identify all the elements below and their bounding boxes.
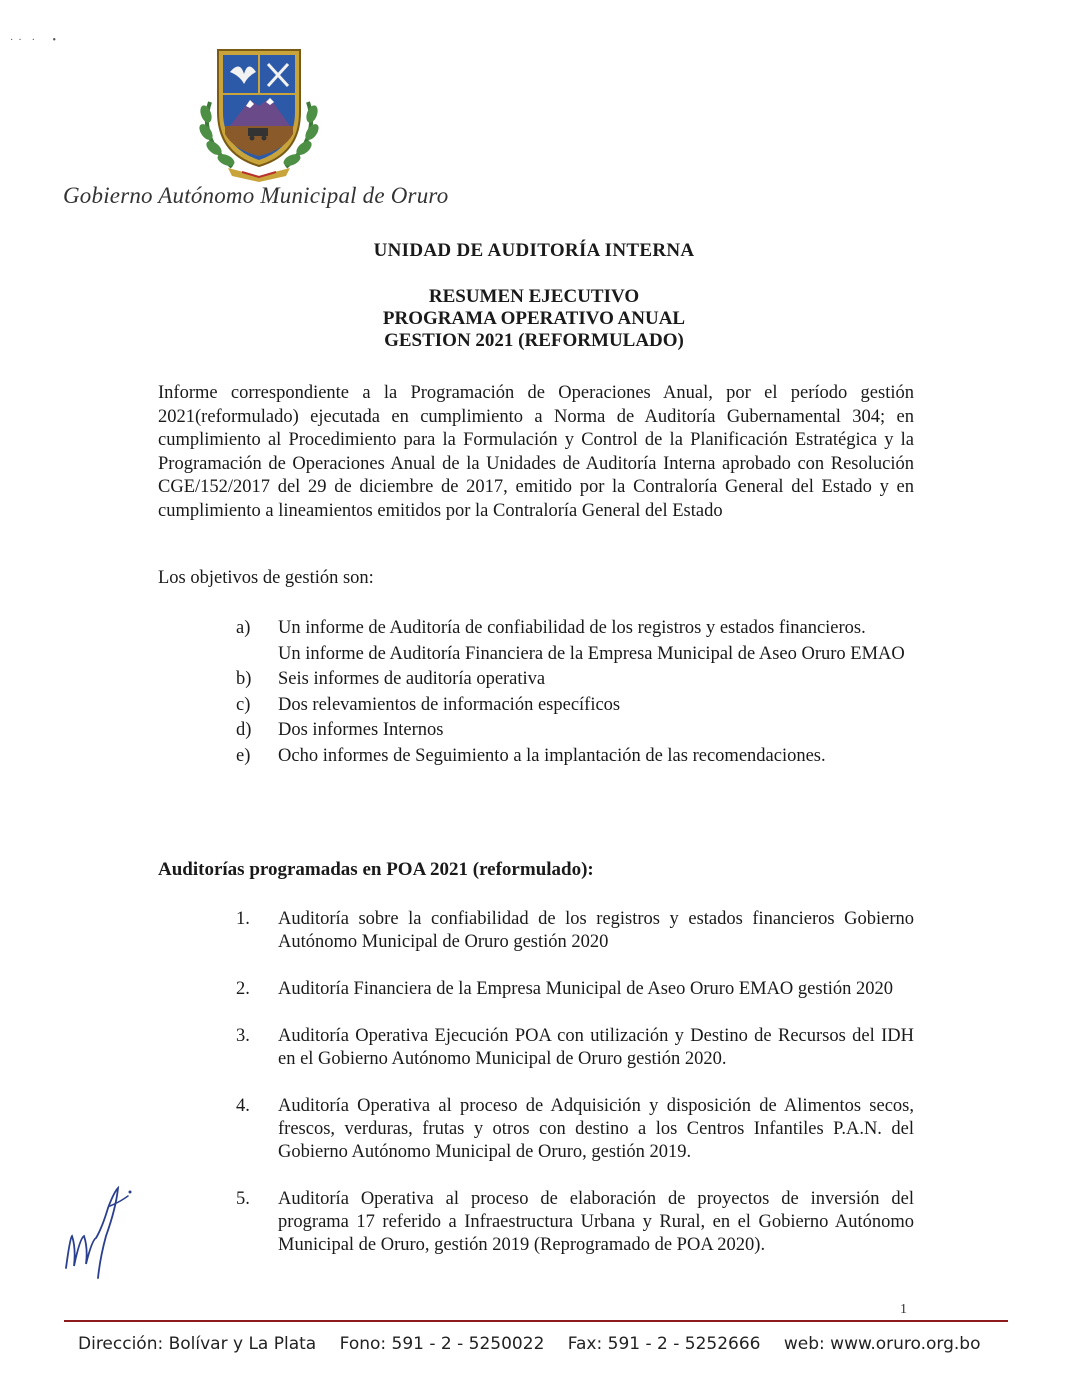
list-marker: a) [236,618,251,638]
footer-contact [78,1334,999,1354]
list-item [236,667,914,691]
list-marker: e) [236,745,251,766]
list-item [236,693,914,717]
list-item [236,642,914,666]
audits-section-title: Auditorías programadas en POA 2021 (reformulado): [158,859,594,880]
list-item-text: Un informe de Auditoría Financiera de la Empresa Municipal de Aseo Oruro EMAO [278,643,905,664]
list-item-text: Auditoría Operativa al proceso de elaboración de proyectos de inversión del programa 17 referido a Infraestructura Urbana y Rural, en el Gobierno Autónomo Municipal de Oruro, gestión 2019 (Reprogramado de POA 2020). [278,1189,914,1255]
title-line: PROGRAMA OPERATIVO ANUAL [382,308,686,329]
list-item-text: Ocho informes de Seguimiento a la implantación de las recomendaciones. [278,745,826,766]
objectives-lead: Los objetivos de gestión son: [158,568,374,588]
list-item-text: Dos relevamientos de información específicos [278,694,621,715]
scan-specks: · · · • [10,35,56,46]
footer-address: Dirección: Bolívar y La Plata [78,1334,317,1354]
list-item-text: Dos informes Internos [278,720,444,740]
footer-phone: Fono: 591 - 2 - 5250022 [339,1334,545,1354]
list-marker: 3. [236,1026,250,1046]
objectives-list [236,616,914,769]
title-line: RESUMEN EJECUTIVO [428,286,640,307]
list-item-text: Auditoría Operativa Ejecución POA con utilización y Destino de Recursos del IDH en el Gobierno Autónomo Municipal de Oruro gestión 2020. [278,1026,914,1069]
list-item [236,1095,914,1164]
handwritten-signature [58,1178,138,1288]
title-line: GESTION 2021 (REFORMULADO) [384,330,684,351]
list-marker: c) [236,694,251,715]
list-item-text: Auditoría Financiera de la Empresa Municipal de Aseo Oruro EMAO gestión 2020 [278,979,893,999]
list-marker: 4. [236,1096,250,1116]
list-item [236,718,914,742]
list-item [236,1188,914,1257]
audits-list [236,908,914,1281]
list-item-text: Seis informes de auditoría operativa [278,669,546,689]
page-number: 1 [900,1302,907,1317]
document-title [0,286,1068,352]
list-item [236,616,914,640]
list-marker: 1. [236,909,250,929]
footer-divider [64,1320,1008,1322]
unit-title: UNIDAD DE AUDITORÍA INTERNA [373,240,695,261]
list-item [236,1025,914,1071]
list-item [236,744,914,768]
list-item-text: Un informe de Auditoría de confiabilidad de los registros y estados financieros. [278,618,866,638]
government-name: Gobierno Autónomo Municipal de Oruro [63,183,449,208]
footer-fax: Fax: 591 - 2 - 5252666 [567,1334,761,1354]
list-item-text: Auditoría Operativa al proceso de Adquisición y disposición de Alimentos secos, frescos, verduras, frutas y otros con destino a los Centros Infantiles P.A.N. del Gobierno Autónomo Municipal de Oruro, gestión 2019. [278,1096,914,1162]
list-marker: 2. [236,979,250,999]
list-marker: 5. [236,1189,250,1209]
list-marker: d) [236,720,252,740]
footer-web: web: www.oruro.org.bo [783,1334,981,1354]
list-marker: b) [236,669,252,689]
intro-paragraph: Informe correspondiente a la Programación de Operaciones Anual, por el período gestión 2021(reformulado) ejecutada en cumplimiento a Norma de Auditoría Gubernamental 304; en cumplimiento al Procedimiento para la Formulación y Control de la Planificación Estratégica y la Programación de Operaciones Anual de la Unidades de Auditoría Interna aprobado con Resolución CGE/152/2017 del 29 de diciembre de 2017, emitido por la Contraloría General del Estado y en cumplimiento a lineamientos emitidos por la Contraloría General del Estado [158,383,914,521]
municipal-coat-of-arms-icon [192,42,326,182]
list-marker [236,642,278,666]
list-item [236,978,914,1001]
list-item-text: Auditoría sobre la confiabilidad de los registros y estados financieros Gobierno Autónomo Municipal de Oruro gestión 2020 [278,909,914,952]
list-item [236,908,914,954]
